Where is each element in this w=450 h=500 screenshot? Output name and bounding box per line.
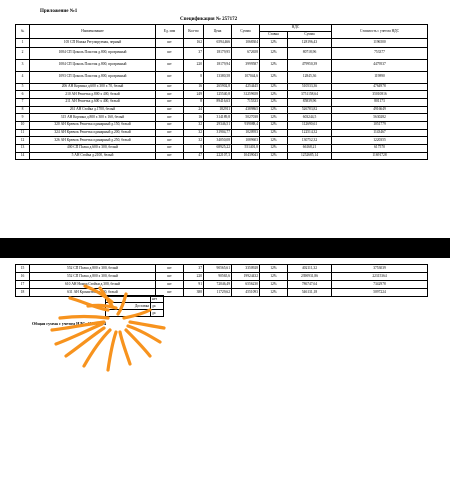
grand-total-value: 111906704 [87,321,107,326]
option-value: да [151,310,164,317]
row-price: 6594,466 [204,39,232,48]
row-total-vat: 1196500 [332,39,428,48]
row-total-vat: 3753039 [332,265,428,273]
row-total-vat: 4916649 [332,106,428,114]
col-vat: НДС [260,25,332,32]
row-name: 631 АН Кронштейн д.300, белый [30,289,156,297]
row-number: 2 [16,47,30,59]
orange-redaction-scribble [0,258,450,500]
row-sum: 4389865 [232,106,260,114]
row-vat-rate: 12% [260,59,288,71]
row-total-vat: 753377 [332,47,428,59]
col-total-vat: Стоимость с учетом НДС [332,25,428,39]
row-qty: 8 [184,98,204,106]
row-price: 13380,58 [204,71,232,83]
row-vat-sum: 130752,32 [288,137,332,145]
row-qty: 388 [184,289,204,297]
col-sum: Сумма [232,25,260,39]
row-price: 34050,08 [204,137,232,145]
row-qty: 162 [184,39,204,48]
row-qty: 37 [184,265,204,273]
row-vat-sum: 80718,96 [288,47,332,59]
row-total-vat: 5630282 [332,114,428,122]
row-unit: шт [156,59,184,71]
row-unit: шт [156,106,184,114]
table-row [16,98,428,106]
col-vat-sum: Сумма [288,32,332,39]
table-row [16,91,428,99]
row-vat-sum: 546131,18 [288,289,332,297]
row-number: 3 [16,59,30,71]
row-price: 18179,95 [204,47,232,59]
table-row [16,106,428,114]
row-vat-sum: 66168,21 [288,145,332,153]
row-qty: 16 [184,114,204,122]
row-vat-sum: 122514,32 [288,129,332,137]
row-sum: 4254445 [232,83,260,91]
row-vat-sum: 1252685,14 [288,152,332,160]
row-sum: 107044,6 [232,71,260,83]
row-vat-sum: 3751158,64 [288,91,332,99]
row-vat-rate: 12% [260,114,288,122]
row-number: 16 [16,273,30,281]
row-name: 261 АН Стойка д.1700, белый [30,106,156,114]
option-label: Доставка [106,303,151,310]
row-vat-sum: 128196,43 [288,39,332,48]
row-qty: 16 [184,83,204,91]
row-vat-sum: 2390931,86 [288,273,332,281]
row-number: 11 [16,129,30,137]
row-name: 206 АН Корзина д.600 x 300 x 70, белый [30,83,156,91]
row-sum: 5027038 [232,114,260,122]
row-vat-sum: 112690,61 [288,121,332,129]
row-vat-rate: 12% [260,47,288,59]
document-page-bottom [0,258,450,500]
row-name: 5 АН Стойка д.2100, белый [30,152,156,160]
row-vat-rate: 12% [260,91,288,99]
row-unit: шт [156,39,184,48]
row-vat-sum: 786747,64 [288,281,332,289]
row-price: 72046,49 [204,281,232,289]
row-qty: 32 [184,137,204,145]
row-number: 14 [16,152,30,160]
row-sum: 715333 [232,98,260,106]
row-vat-sum: 603244,5 [288,114,332,122]
row-number: 7 [16,98,30,106]
row-total-vat: 35010816 [332,91,428,99]
row-sum: 10439043 [232,152,260,160]
row-sum: 6556230 [232,281,260,289]
row-price: 11729,62 [204,289,232,297]
row-total-vat: 617570 [332,145,428,153]
table-row [16,152,428,160]
row-unit: шт [156,273,184,281]
row-name: 320 АН Крючок Решетка одинарный д.150, белый [30,121,156,129]
row-vat-rate: 12% [260,121,288,129]
row-name: 552 СП Полка д.800 x 300, белый [30,273,156,281]
row-number: 1 [16,39,30,48]
document-page-top [0,0,450,238]
row-vat-rate: 12% [260,265,288,273]
row-sum: 1089603 [232,137,260,145]
row-price: 68925,22 [204,145,232,153]
table-row [16,137,428,145]
row-unit: шт [156,145,184,153]
row-number: 9 [16,114,30,122]
table-row [16,59,428,71]
row-name: 210 АН Решетка д.800 x 400, белый [30,91,156,99]
row-vat-sum: 526783,82 [288,106,332,114]
row-unit: шт [156,281,184,289]
row-vat-sum: 510533,36 [288,83,332,91]
row-sum: 672658 [232,47,260,59]
row-total-vat: 11691728 [332,152,428,160]
row-vat-rate: 12% [260,289,288,297]
row-qty: 8 [184,71,204,83]
row-vat-sum: 479950,39 [288,59,332,71]
row-name: 326 АН Крючок Решетка одинарный д.250, белый [30,137,156,145]
row-sum: 19924432 [232,273,260,281]
row-name: 211 АН Решетка д.600 x 400, белый [30,98,156,106]
row-vat-rate: 12% [260,98,288,106]
table-row [16,83,428,91]
row-vat-rate: 12% [260,39,288,48]
row-name: 1084 СП Цоколь Пластик д.800, прозрачный [30,59,156,71]
row-price: 125540,8 [204,91,232,99]
row-name: 1084 СП Цоколь Пластик д.800, прозрачный [30,47,156,59]
row-sum: 31259658 [232,91,260,99]
row-qty: 8 [184,145,204,153]
row-name: 610 АН Ножка Стойки д.300, белый [30,281,156,289]
row-vat-rate: 12% [260,106,288,114]
row-sum: 3999587 [232,59,260,71]
row-unit: шт [156,129,184,137]
row-vat-sum: 12845,36 [288,71,332,83]
row-unit: шт [156,71,184,83]
row-qty: 91 [184,281,204,289]
row-number: 17 [16,281,30,289]
row-qty: 220 [184,273,204,281]
row-name: 324 АН Крючок Решетка одинарный д.200, белый [30,129,156,137]
row-qty: 24 [184,106,204,114]
row-vat-rate: 12% [260,71,288,83]
row-vat-rate: 12% [260,145,288,153]
row-number: 6 [16,91,30,99]
table-row [16,121,428,129]
row-sum: 4551093 [232,289,260,297]
appendix-title: Приложение №1 [40,9,78,14]
row-total-vat: 801173 [332,98,428,106]
row-total-vat: 7342978 [332,281,428,289]
row-unit: шт [156,98,184,106]
row-name: 315 АН Корзина д.800 x 300 x 160, белый [30,114,156,122]
row-number: 4 [16,71,30,83]
specification-table [15,24,428,160]
row-unit: шт [156,152,184,160]
specification-title: Спецификация № 257172 [180,17,238,22]
row-name: 105 СП Ножка Регулируемая, черный [30,39,156,48]
row-number: 5 [16,83,30,91]
row-unit: шт [156,289,184,297]
row-price: 265902,8 [204,83,232,91]
row-price: 90565,61 [204,265,232,273]
row-price: 18179,94 [204,59,232,71]
col-qty: Кол-во [184,25,204,39]
row-unit: шт [156,114,184,122]
col-unit: Ед. изм [156,25,184,39]
row-name: 400 СП Полка д.600 x 300, белый [30,145,156,153]
row-price: 222107,3 [204,152,232,160]
row-vat-rate: 12% [260,152,288,160]
table-row [16,114,428,122]
row-total-vat: 4764978 [332,83,428,91]
row-price: 29346,51 [204,121,232,129]
row-sum: 1068304 [232,39,260,48]
row-number: 8 [16,106,30,114]
option-value: нет [151,296,164,303]
row-name: 1093 СП Цоколь Пластик д.800, прозрачный [30,71,156,83]
row-total-vat: 5097224 [332,289,428,297]
row-qty: 32 [184,121,204,129]
row-price: 90565,6 [204,273,232,281]
row-price: 314189,8 [204,114,232,122]
row-price: 182911 [204,106,232,114]
table-row [16,47,428,59]
row-total-vat: 1051779 [332,121,428,129]
row-qty: 37 [184,47,204,59]
row-total-vat: 4479537 [332,59,428,71]
table-row [16,39,428,48]
row-unit: шт [156,137,184,145]
row-sum: 939088,4 [232,121,260,129]
row-total-vat: 1143467 [332,129,428,137]
row-number: 15 [16,265,30,273]
col-price: Цена [204,25,232,39]
table-row [16,71,428,83]
table-row [16,145,428,153]
row-price: 31904,77 [204,129,232,137]
row-unit: шт [156,83,184,91]
row-vat-sum: 402111,32 [288,265,332,273]
row-sum: 3350928 [232,265,260,273]
row-number: 18 [16,289,30,297]
row-number: 13 [16,145,30,153]
row-number: 12 [16,137,30,145]
row-unit: шт [156,121,184,129]
page-gap [0,238,450,258]
row-name: 552 СП Полка д.800 x 300, белый [30,265,156,273]
row-sum: 551401,8 [232,145,260,153]
col-name: Наименование [30,25,156,39]
col-vat-rate: Ставка [260,32,288,39]
row-qty: 47 [184,152,204,160]
row-total-vat: 1220355 [332,137,428,145]
option-value: да [151,303,164,310]
row-sum: 1020953 [232,129,260,137]
row-total-vat: 119890 [332,71,428,83]
grand-total-label: Общая сумма с учетом НДС: [32,321,87,326]
row-vat-rate: 12% [260,137,288,145]
row-vat-rate: 12% [260,273,288,281]
row-unit: шт [156,47,184,59]
row-qty: 220 [184,59,204,71]
row-number: 10 [16,121,30,129]
row-vat-rate: 12% [260,281,288,289]
row-unit: шт [156,91,184,99]
row-qty: 32 [184,129,204,137]
row-vat-rate: 12% [260,129,288,137]
row-vat-sum: 85839,96 [288,98,332,106]
row-unit: шт [156,265,184,273]
table-row [16,129,428,137]
col-num: № [16,25,30,39]
row-total-vat: 22315364 [332,273,428,281]
row-qty: 249 [184,91,204,99]
row-vat-rate: 12% [260,83,288,91]
row-price: 89416,63 [204,98,232,106]
